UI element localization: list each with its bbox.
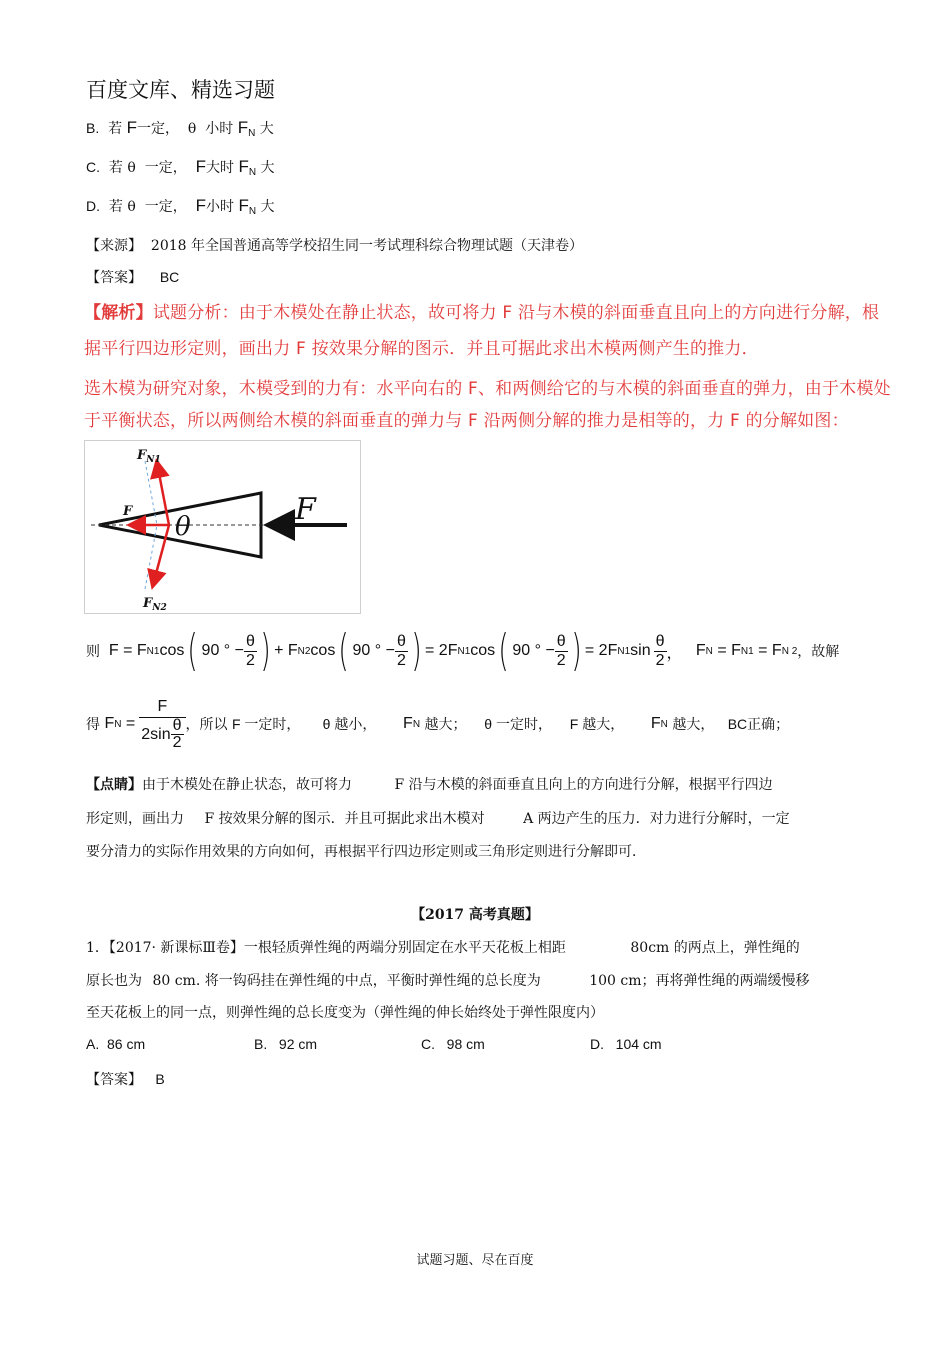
equation-line-1: 则 F = F N1 cos ( 90 ° − $\frac{\theta}{2}$ ) + F N2 cos ( 90 ° − $\frac{\theta}{2}$ ) = 2F N1 cos ( 90 ° − $\frac{\theta}{2}$ ) = 2F N1 sin $\frac{\theta}{2}$ ， F N = F N1 = F N 2 ，故解 <box>86 625 840 676</box>
label-f-small: F <box>123 504 133 519</box>
answer-option-a: A. 86 cm <box>86 1036 146 1052</box>
question-line-2: 原长也为 80 cm. 将一钩码挂在弹性绳的中点，平衡时弹性绳的总长度为 100 cm；再将弹性绳的两端缓慢移 <box>86 973 810 989</box>
comment-line-2: 形定则，画出力 F 按效果分解的图示．并且可据此求出木模对 A 两边产生的压力．对力进行分解时，一定 <box>86 811 790 827</box>
label-fn1: $F_{N1}$ <box>137 448 161 465</box>
comment-line-1: 【点睛】由于木模处在静止状态，故可将力 F 沿与木模的斜面垂直且向上的方向进行分解，根据平行四边 <box>86 777 773 793</box>
analysis-line-2: 据平行四边形定则，画出力 F 按效果分解的图示．并且可据此求出木模两侧产生的推力． <box>84 339 759 359</box>
answer-line: 【答案】 BC <box>86 269 180 286</box>
diagram-svg <box>85 441 360 613</box>
question-line-1: 1．【2017· 新课标Ⅲ卷】一根轻质弹性绳的两端分别固定在水平天花板上相距 80cm 的两点上，弹性绳的 <box>86 940 800 956</box>
page-footer: 试题习题、尽在百度 <box>416 1253 534 1268</box>
label-theta: θ <box>175 512 191 542</box>
section-title: 【2017 高考真题】 <box>411 907 539 923</box>
analysis-line-3: 选木模为研究对象，木模受到的力有：水平向右的 F、和两侧给它的与木模的斜面垂直的弹力，由于木模处 <box>84 379 891 399</box>
answer-option-d: D. 104 cm <box>590 1036 662 1052</box>
question-line-3: 至天花板上的同一点，则弹性绳的总长度变为（弹性绳的伸长始终处于弹性限度内） <box>86 1005 604 1021</box>
force-decomposition-diagram <box>84 440 361 614</box>
label-fn2: $F_{N2}$ <box>143 596 167 613</box>
label-f-big: F <box>295 492 316 527</box>
answer-option-c: C. 98 cm <box>421 1036 485 1052</box>
answer-line-2: 【答案】 B <box>86 1071 165 1088</box>
comment-line-3: 要分清力的实际作用效果的方向如何，再根据平行四边形定则或三角形定则进行分解即可． <box>86 844 646 860</box>
page-title: 百度文库、精选习题 <box>86 78 275 102</box>
analysis-line-4: 于平衡状态，所以两侧给木模的斜面垂直的弹力与 F 沿两侧分解的推力是相等的，力 F 的分解如图： <box>84 411 849 431</box>
answer-option-b: B. 92 cm <box>254 1036 318 1052</box>
fn1-arrow <box>157 463 169 525</box>
option-c: C. 若 θ 一定， F大时 $F_N$ 大 <box>86 157 275 178</box>
analysis-line-1: 【解析】试题分析：由于木模处在静止状态，故可将力 F 沿与木模的斜面垂直且向上的方向进行分解，根 <box>84 303 880 323</box>
source-line: 【来源】 2018 年全国普通高等学校招生同一考试理科综合物理试题（天津卷） <box>86 238 583 254</box>
option-b: B. 若 F一定， θ 小时 $F_N$ 大 <box>86 118 274 139</box>
equation-line-2: 得 F N = F 2sin $\frac{\theta}{2}$ ，所以 F 一定时， θ 越小， F N 越大； θ 一定时， F 越大， F N 越大， BC正确； <box>86 698 790 751</box>
option-d: D. 若 θ 一定， F小时 $F_N$ 大 <box>86 196 275 217</box>
